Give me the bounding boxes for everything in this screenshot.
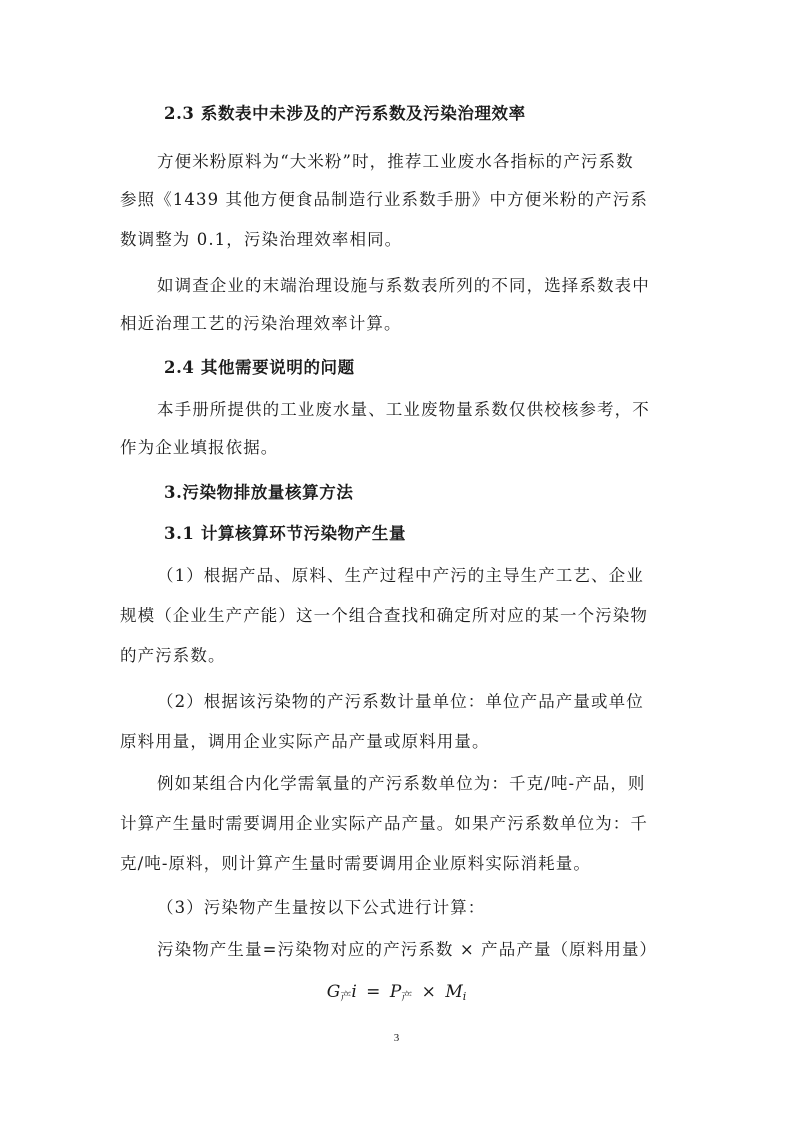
paragraph-line: 污染物产生量=污染物对应的产污系数 × 产品产量（原料用量） xyxy=(157,940,658,959)
formula-m: M xyxy=(445,982,463,1002)
formula-times: × xyxy=(421,982,436,1002)
paragraph-line: 规模（企业生产产能）这一个组合查找和确定所对应的某一个污染物 xyxy=(120,606,648,625)
section-heading-2-4: 2.4 其他需要说明的问题 xyxy=(164,358,355,377)
page-number: 3 xyxy=(393,1032,400,1044)
formula-m-subscript: i xyxy=(462,990,467,1003)
section-heading-3-1: 3.1 计算核算环节污染物产生量 xyxy=(164,524,407,543)
formula-p: P xyxy=(389,982,402,1002)
section-heading-3: 3.污染物排放量核算方法 xyxy=(164,483,354,502)
paragraph-line: 作为企业填报依据。 xyxy=(120,438,279,457)
paragraph-line: 参照《1439 其他方便食品制造行业系数手册》中方便米粉的产污系 xyxy=(120,190,648,209)
paragraph-line: 的产污系数。 xyxy=(120,646,226,665)
formula-g-subscript: 产 xyxy=(340,990,352,1003)
paragraph-line: 计算产生量时需要调用企业实际产品产量。如果产污系数单位为：千 xyxy=(120,814,648,833)
paragraph-line: 例如某组合内化学需氧量的产污系数单位为：千克/吨-产品，则 xyxy=(157,774,646,793)
paragraph-line: 本手册所提供的工业废水量、工业废物量系数仅供校核参考，不 xyxy=(157,400,650,419)
formula-i: i xyxy=(351,982,357,1002)
paragraph-line: （3）污染物产生量按以下公式进行计算： xyxy=(157,898,486,917)
paragraph-line: 方便米粉原料为“大米粉”时，推荐工业废水各指标的产污系数 xyxy=(157,152,634,171)
section-heading-2-3: 2.3 系数表中未涉及的产污系数及污染治理效率 xyxy=(164,104,526,123)
paragraph-line: 如调查企业的末端治理设施与系数表所列的不同，选择系数表中 xyxy=(157,276,650,295)
paragraph-line: 数调整为 0.1，污染治理效率相同。 xyxy=(120,230,403,249)
paragraph-line: （2）根据该污染物的产污系数计量单位：单位产品产量或单位 xyxy=(157,692,644,711)
production-formula xyxy=(0,980,793,1009)
formula-g: G xyxy=(326,982,341,1002)
formula-p-subscript: 产 xyxy=(401,990,413,1003)
formula-equals: = xyxy=(366,982,381,1002)
paragraph-line: 原料用量，调用企业实际产品产量或原料用量。 xyxy=(120,732,490,751)
paragraph-line: 相近治理工艺的污染治理效率计算。 xyxy=(120,314,402,333)
paragraph-line: （1）根据产品、原料、生产过程中产污的主导生产工艺、企业 xyxy=(157,566,644,585)
paragraph-line: 克/吨-原料，则计算产生量时需要调用企业原料实际消耗量。 xyxy=(120,854,591,873)
